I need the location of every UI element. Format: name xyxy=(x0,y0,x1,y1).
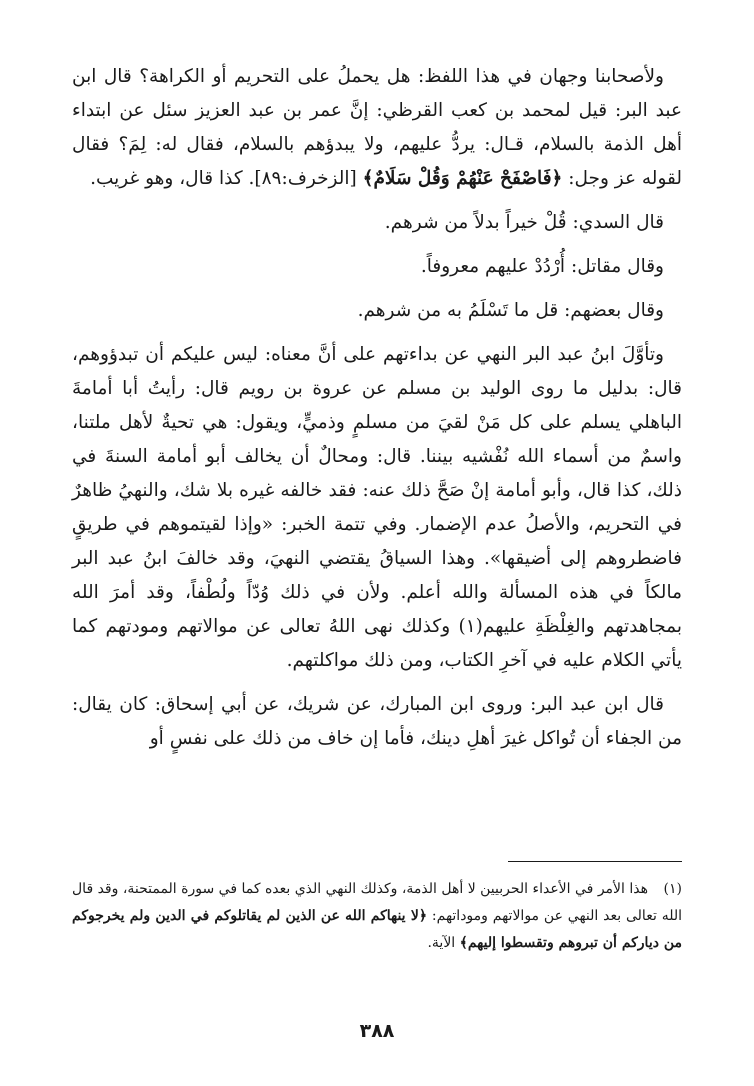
paragraph-1-text: ولأصحابنا وجهان في هذا اللفظ: هل يحملُ على التحريم أو الكراهة؟ قال ابن عبد البر: قيل لمحمد بن كعب القرظي: إنَّ عمر بن عبد العزيز سئل عن ابتداء أهل الذمة بالسلام، قـال: يردُّ عليهم، ولا يبدؤهم بالسلام، فقال له: لِمَ؟ فقال لقوله عز وجل: xyxy=(72,66,682,189)
page-number: ٣٨٨ xyxy=(359,1020,395,1042)
footnote-tail: الآية. xyxy=(427,935,456,951)
footnote xyxy=(72,876,682,957)
footnote-quran: ﴿لا ينهاكم الله عن الذين لم يقاتلوكم في الدين ولم يخرجوكم من دياركم أن تبروهم وتقسطوا إليهم﴾ xyxy=(72,908,682,951)
paragraph-3: قال ابن عبد البر: وروى ابن المبارك، عن شريك، عن أبي إسحاق: كان يقال: من الجفاء أن تُواكل غيرَ أهلِ دينك، فأما إن خاف من ذلك على نفسٍ أو xyxy=(72,694,682,749)
spacer xyxy=(72,196,682,206)
paragraph-1 xyxy=(72,60,682,196)
paragraph-1-tail: [الزخرف:٨٩]. كذا قال، وهو غريب. xyxy=(90,168,357,189)
page-body xyxy=(72,60,682,756)
footnote-divider xyxy=(508,861,682,862)
quote-suddi: قال السدي: قُلْ خيراً بدلاً من شرهم. xyxy=(384,212,664,233)
quran-verse: ﴿فَاصْفَحْ عَنْهُمْ وَقُلْ سَلَامٌ﴾ xyxy=(362,168,563,189)
paragraph-2: وتأوَّلَ ابنُ عبد البر النهي عن بداءتهم على أنَّ معناه: ليس عليكم أن تبدؤوهم، قال: بدليل ما روى الوليد بن مسلم عن عروة بن رويم قال: رأيتُ أبا أمامةَ الباهلي يسلم على كل مَنْ لقيَ من مسلمٍ وذميٍّ، ويقول: هي تحيةٌ لأهل ملتنا، واسمٌ من أسماء الله نُفْشيه بيننا. قال: ومحالٌ أن يخالف أبو أمامة السنةَ في ذلك، كذا قال، وأبو أمامة إنْ صَحَّ ذلك عنه: فقد خالفه غيره بلا شك، والنهيُ ظاهرٌ في التحريم، والأصلُ عدم الإضمار. وفي تتمة الخبر: «وإذا لقيتموهم في طريقٍ فاضطروهم إلى أضيقها». وهذا السياقُ يقتضي النهيَ، وقد خالفَ ابنُ عبد البر مالكاً في هذه المسألة والله أعلم. ولأن في ذلك وُدّاً ولُطْفاً، وقد أمرَ الله بمجاهدتهم والغِلْظَةِ عليهم(١) وكذلك نهى اللهُ تعالى عن موالاتهم ومودتهم كما يأتي الكلام عليه في آخرِ الكتاب، ومن ذلك مواكلتهم. xyxy=(72,344,682,671)
footnote-number: (١) xyxy=(663,881,682,897)
footnote-text: هذا الأمر في الأعداء الحربيين لا أهل الذمة، وكذلك النهي الذي بعده كما في سورة الممتحنة، وقد قال الله تعالى بعد النهي عن موالاتهم وموداتهم: xyxy=(72,881,682,924)
quote-muqatil: وقال مقاتل: أُرْدُدْ عليهم معروفاً. xyxy=(420,256,664,277)
quote-others: وقال بعضهم: قل ما تَسْلَمُ به من شرهم. xyxy=(357,300,664,321)
spacer xyxy=(72,678,682,688)
